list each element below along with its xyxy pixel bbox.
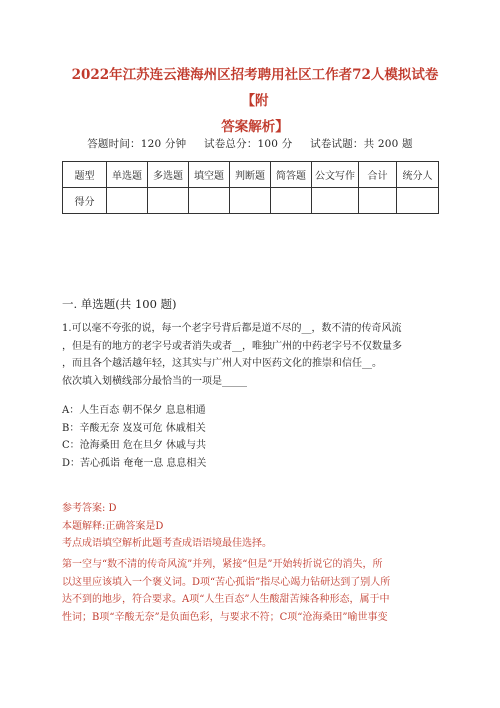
score-cell (397, 188, 439, 214)
score-cell (148, 188, 189, 214)
table-header-cell: 合计 (359, 162, 397, 188)
question-line: 依次填入划横线部分最恰当的一项是_____ (62, 375, 247, 387)
score-cell (107, 188, 148, 214)
section-title: 一. 单选题(共 100 题) (62, 297, 177, 311)
table-header-cell: 单选题 (107, 162, 148, 188)
score-cell (312, 188, 359, 214)
question-options (62, 402, 440, 472)
explanation-line: 第一空与“数不清的传奇风流”并列，紧接“但是”开始转折说它的消失，所 (62, 559, 383, 570)
table-row-label: 得分 (63, 188, 107, 214)
table-header-cell: 统分人 (397, 162, 439, 188)
score-cell (359, 188, 397, 214)
option-d: D：苦心孤诣 奄奄一息 息息相关 (62, 457, 207, 469)
title-line-1: 2022年江苏连云港海州区招考聘用社区工作者72人模拟试卷【附 (71, 67, 439, 109)
score-table-header-row (63, 162, 439, 188)
table-header-cell: 多选题 (148, 162, 189, 188)
option-a: A：人生百态 朝不保夕 息息相通 (62, 405, 206, 416)
test-point: 考点成语填空解析此题考查成语语境最佳选择。 (62, 538, 272, 550)
explanation-line: 以这里应该填入一个褒义词。D项“苦心孤诣”指尽心竭力钻研达到了别人所 (62, 576, 391, 588)
question-line: 1.可以毫不夸张的说，每一个老字号背后都是道不尽的__，数不清的传奇风流 (62, 323, 402, 334)
option-b: B：辛酸无奈 岌岌可危 休戚相关 (62, 422, 206, 434)
exam-meta (0, 136, 500, 151)
score-cell (271, 188, 312, 214)
total-score: 试卷总分：100 分 (204, 138, 293, 150)
question-line: ，而且各个越活越年轻，这其实与广州人对中医药文化的推崇和信任__。 (62, 358, 382, 370)
table-header-cell: 填空题 (189, 162, 230, 188)
total-questions: 试卷试题：共 200 题 (310, 138, 413, 150)
question-line: ，但是有的地方的老字号或者消失或者__，唯独广州的中药老字号不仅数量多 (62, 340, 402, 352)
explanation-line: 性词；B项“辛酸无奈”是负面色彩，与要求不符；C项“沧海桑田”喻世事变 (62, 611, 388, 623)
table-header-cell: 判断题 (230, 162, 271, 188)
reference-answer: 参考答案: D (62, 503, 117, 514)
score-cell (189, 188, 230, 214)
explanation-text (62, 556, 440, 626)
question-stem (62, 320, 440, 390)
score-cell (230, 188, 271, 214)
score-table-score-row (63, 188, 439, 214)
title-line-2: 答案解析】 (221, 119, 289, 135)
explanation-line: 达不到的地步，符合要求。A项“人生百态”人生酸甜苦辣各种形态，属于中 (62, 594, 390, 606)
exam-time: 答题时间：120 分钟 (87, 138, 187, 150)
exam-title (70, 62, 440, 140)
table-header-cell: 公文写作 (312, 162, 359, 188)
explanation-label: 本题解释:正确答案是D (62, 520, 164, 532)
score-table (62, 161, 439, 214)
table-header-cell: 题型 (63, 162, 107, 188)
option-c: C：沧海桑田 危在旦夕 休戚与共 (62, 440, 207, 452)
table-header-cell: 简答题 (271, 162, 312, 188)
answer-block (62, 500, 440, 553)
